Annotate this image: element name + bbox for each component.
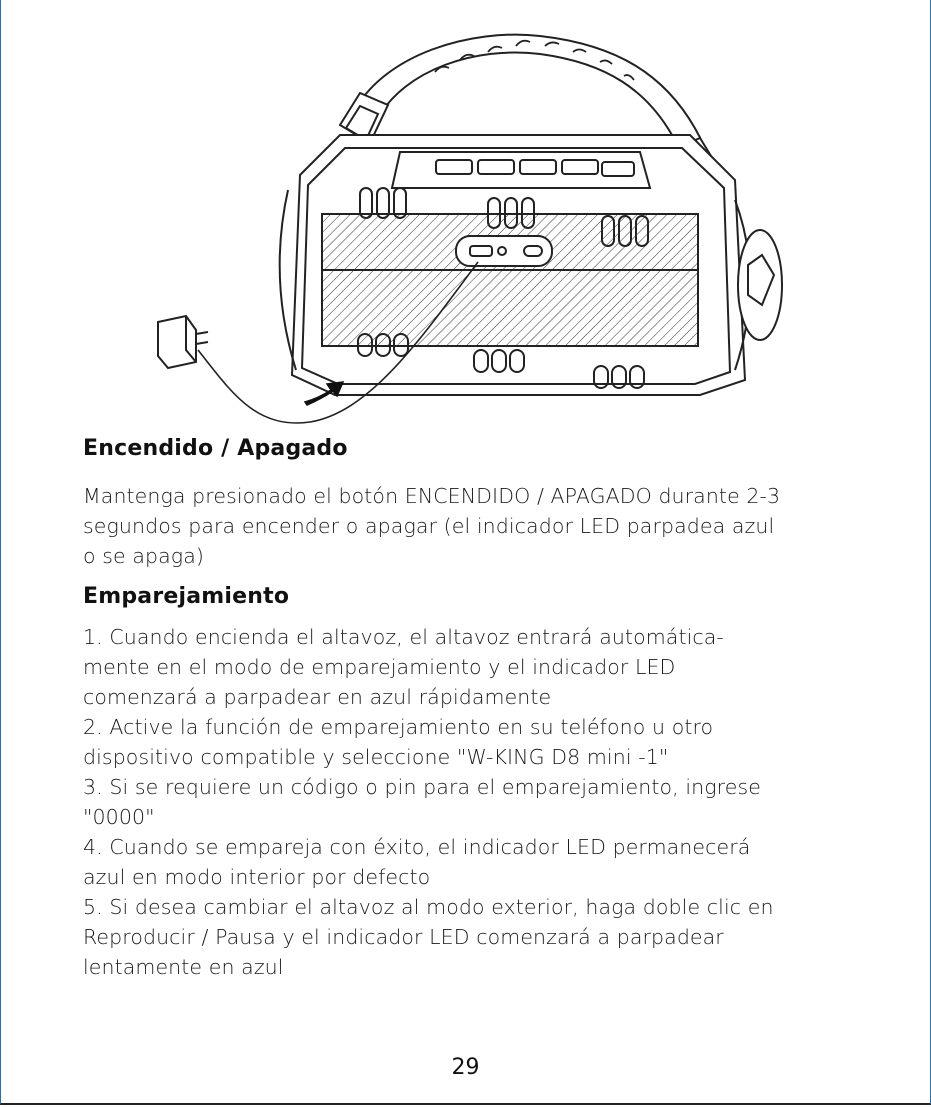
power-paragraph (83, 481, 780, 571)
page-number: 29 (451, 1055, 480, 1080)
speaker-body (280, 135, 782, 395)
text-line: 5. Si desea cambiar el altavoz al modo exterior, haga doble clic en (83, 895, 774, 919)
text-line: Mantenga presionado el botón ENCENDIDO / APAGADO durante 2-3 (83, 484, 781, 508)
section-heading-pairing: Emparejamiento (83, 584, 290, 609)
text-line: 3. Si se requiere un código o pin para el emparejamiento, ingrese (83, 775, 761, 799)
text-line: 2. Active la función de emparejamiento en su teléfono u otro (83, 715, 714, 739)
section-heading-power: Encendido / Apagado (83, 436, 348, 461)
speaker-illustration (0, 0, 931, 430)
charger-adapter (158, 316, 208, 368)
pairing-paragraph (83, 622, 774, 982)
text-line: "0000" (83, 805, 155, 829)
text-line: 4. Cuando se empareja con éxito, el indicador LED permanecerá (83, 835, 751, 859)
text-line: comenzará a parpadear en azul rápidamente (83, 685, 552, 709)
text-line: segundos para encender o apagar (el indicador LED parpadea azul (83, 514, 775, 538)
text-line: o se apaga) (83, 544, 204, 568)
text-line: lentamente en azul (83, 955, 284, 979)
text-line: azul en modo interior por defecto (83, 865, 431, 889)
text-line: Reproducir / Pausa y el indicador LED comenzará a parpadear (83, 925, 724, 949)
text-line: dispositivo compatible y seleccione "W-KING D8 mini -1" (83, 745, 669, 769)
text-line: 1. Cuando encienda el altavoz, el altavoz entrará automática- (83, 625, 724, 649)
text-line: mente en el modo de emparejamiento y el indicador LED (83, 655, 676, 679)
